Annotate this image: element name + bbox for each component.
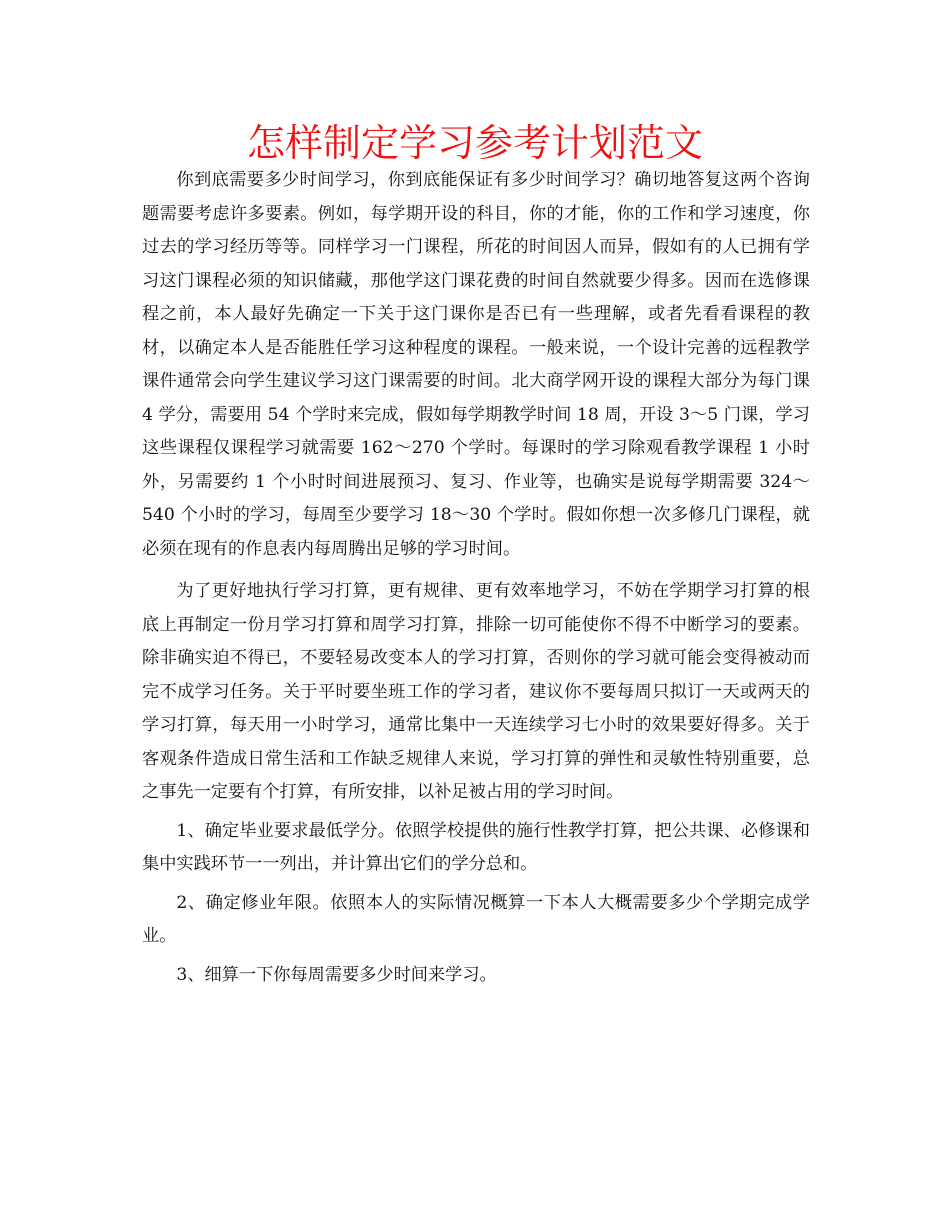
body-paragraph-1: 你到底需要多少时间学习，你到底能保证有多少时间学习？确切地答复这两个咨询题需要考虑许多要素。例如，每学期开设的科目，你的才能，你的工作和学习速度，你过去的学习经历等等。同样学习一门课程，所花的时间因人而异，假如有的人已拥有学习这门课程必须的知识储藏，那他学这门课花费的时间自然就要少得多。因而在选修课程之前，本人最好先确定一下关于这门课你是否已有一些理解，或者先看看课程的教材，以确定本人是否能胜任学习这种程度的课程。一般来说，一个设计完善的远程教学课件通常会向学生建议学习这门课需要的时间。北大商学网开设的课程大部分为每门课 4 学分，需要用 54 个学时来完成，假如每学期教学时间 18 周，开设 3～5 门课，学习这些课程仅课程学习就需要 162～270 个学时。每课时的学习除观看教学课程 1 小时外，另需要约 1 个小时时间进展预习、复习、作业等，也确实是说每学期需要 324～540 个小时的学习，每周至少要学习 18～30 个学时。假如你想一次多修几门课程，就必须在现有的作息表内每周腾出足够的学习时间。	[142, 170, 810, 559]
list-item-1: 1、确定毕业要求最低学分。依照学校提供的施行性教学打算，把公共课、必修课和集中实践环节一一列出，并计算出它们的学分总和。	[142, 820, 810, 874]
document-body	[142, 164, 810, 992]
list-item-3: 3、细算一下你每周需要多少时间来学习。	[176, 964, 497, 985]
body-paragraph-2: 为了更好地执行学习打算，更有规律、更有效率地学习，不妨在学期学习打算的根底上再制定一份月学习打算和周学习打算，排除一切可能使你不得不中断学习的要素。除非确实迫不得已，不要轻易改变本人的学习打算，否则你的学习就可能会变得被动而完不成学习任务。关于平时要坐班工作的学习者，建议你不要每周只拟订一天或两天的学习打算，每天用一小时学习，通常比集中一天连续学习七小时的效果要好得多。关于客观条件造成日常生活和工作缺乏规律人来说，学习打算的弹性和灵敏性特别重要，总之事先一定要有个打算，有所安排，以补足被占用的学习时间。	[142, 581, 810, 802]
document-title: 怎样制定学习参考计划范文	[246, 121, 703, 165]
list-item-2: 2、确定修业年限。依照本人的实际情况概算一下本人大概需要多少个学期完成学业。	[142, 892, 810, 946]
